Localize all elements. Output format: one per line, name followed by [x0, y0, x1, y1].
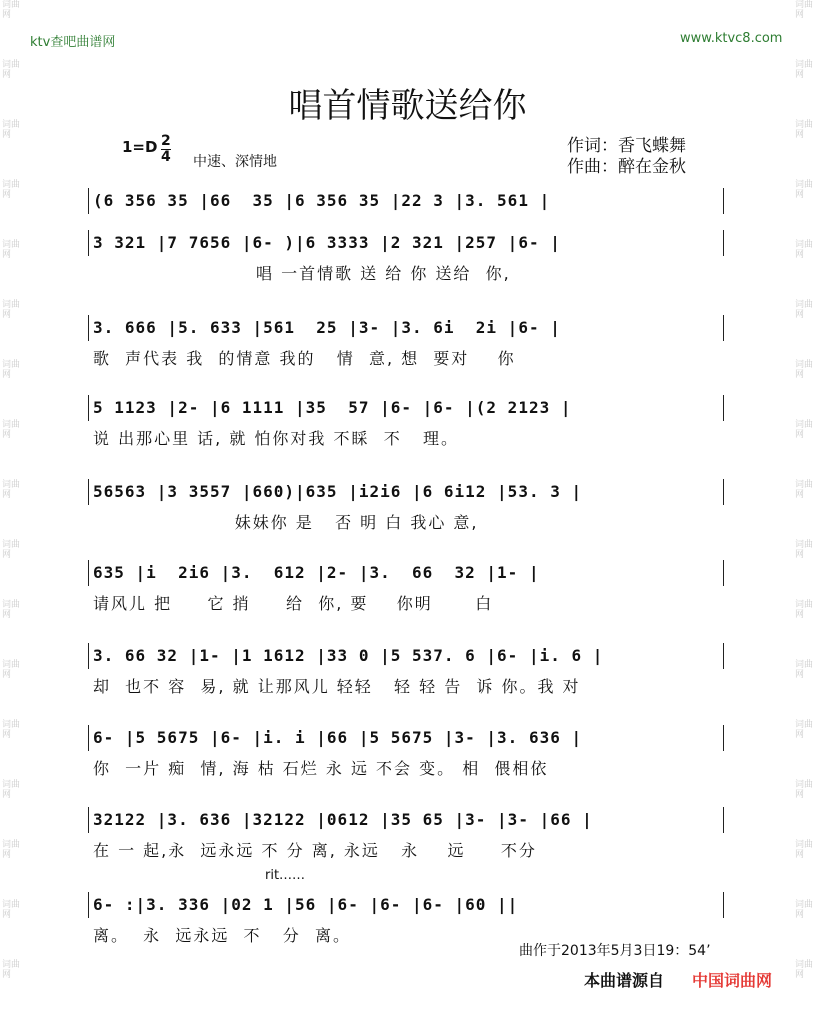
notation-line: 56563 |3 3557 |660)|635 |i2i6 |6 6i12 |53. 3 |	[93, 482, 583, 501]
watermark-text: 词曲网	[2, 240, 20, 260]
site-label: ktv查吧曲谱网	[30, 35, 116, 50]
watermark-text: 词曲网	[2, 840, 20, 860]
site-url[interactable]: www.ktvc8.com	[680, 31, 783, 46]
bar-line	[88, 807, 89, 833]
bar-line	[88, 560, 89, 586]
time-top: 2	[161, 133, 171, 149]
watermark-text: 词曲网	[2, 540, 20, 560]
watermark-text: 词曲网	[2, 900, 20, 920]
notation-line: 6- :|3. 336 |02 1 |56 |6- |6- |6- |60 ||	[93, 895, 519, 914]
lyrics-line: 说 出那心里 话, 就 怕你对我 不睬 不 理。	[93, 429, 459, 448]
watermark-text: 词曲网	[795, 960, 813, 980]
bar-line	[723, 892, 724, 918]
bar-line	[88, 315, 89, 341]
source-label: 本曲谱源自	[584, 971, 665, 990]
watermark-text: 词曲网	[795, 300, 813, 320]
watermark-text: 词曲网	[2, 720, 20, 740]
bar-line	[88, 230, 89, 256]
watermark-text: 词曲网	[2, 180, 20, 200]
watermark-text: 词曲网	[795, 0, 813, 20]
bar-line	[88, 479, 89, 505]
side-watermark-left	[2, 0, 20, 1018]
bar-line	[723, 807, 724, 833]
side-watermark-right	[795, 0, 813, 1018]
watermark-text: 词曲网	[2, 420, 20, 440]
notation-line: 32122 |3. 636 |32122 |0612 |35 65 |3- |3- |66 |	[93, 810, 593, 829]
bar-line	[723, 315, 724, 341]
bar-line	[88, 395, 89, 421]
notation-line: 3. 666 |5. 633 |561 25 |3- |3. 6i 2i |6- |	[93, 318, 561, 337]
lyrics-line: 在 一 起,永 远永远 不 分 离, 永远 永 远 不分	[93, 841, 537, 860]
watermark-text: 词曲网	[2, 480, 20, 500]
watermark-text: 词曲网	[795, 60, 813, 80]
watermark-text: 词曲网	[795, 600, 813, 620]
bar-line	[723, 479, 724, 505]
watermark-text: 词曲网	[2, 0, 20, 20]
watermark-text: 词曲网	[795, 720, 813, 740]
lyrics-line: 你 一片 痴 情, 海 枯 石烂 永 远 不会 变。 相 偎相依	[93, 759, 549, 778]
watermark-text: 词曲网	[2, 300, 20, 320]
lyrics-line: 请风儿 把 它 捎 给 你, 要 你明 白	[93, 594, 494, 613]
watermark-text: 词曲网	[2, 660, 20, 680]
bar-line	[723, 395, 724, 421]
notation-line: 3. 66 32 |1- |1 1612 |33 0 |5 537. 6 |6- |i. 6 |	[93, 646, 604, 665]
lyrics-line: 离。 永 远永远 不 分 离。	[93, 926, 351, 945]
watermark-text: 词曲网	[2, 120, 20, 140]
bar-line	[88, 725, 89, 751]
bar-line	[723, 725, 724, 751]
watermark-text: 词曲网	[795, 120, 813, 140]
composition-date: 曲作于2013年5月3日19：54’	[519, 943, 711, 959]
lyrics-line: 歌 声代表 我 的情意 我的 情 意, 想 要对 你	[93, 349, 516, 368]
lyricist: 作词：香飞蝶舞	[567, 136, 686, 156]
lyrics-line: 却 也不 容 易, 就 让那风儿 轻轻 轻 轻 告 诉 你。我 对	[93, 677, 581, 696]
watermark-text: 词曲网	[795, 540, 813, 560]
notation-line: (6 356 35 |66 35 |6 356 35 |22 3 |3. 561 |	[93, 191, 551, 210]
watermark-text: 词曲网	[795, 660, 813, 680]
watermark-text: 词曲网	[795, 840, 813, 860]
watermark-text: 词曲网	[795, 360, 813, 380]
bar-line	[723, 643, 724, 669]
time-bottom: 4	[161, 149, 171, 165]
source-site[interactable]: 中国词曲网	[692, 971, 773, 990]
bar-line	[723, 560, 724, 586]
notation-line: 5 1123 |2- |6 1111 |35 57 |6- |6- |(2 2123 |	[93, 398, 572, 417]
watermark-text: 词曲网	[2, 960, 20, 980]
watermark-text: 词曲网	[795, 420, 813, 440]
watermark-text: 词曲网	[795, 180, 813, 200]
notation-line: 6- |5 5675 |6- |i. i |66 |5 5675 |3- |3. 636 |	[93, 728, 583, 747]
notation-line: 635 |i 2i6 |3. 612 |2- |3. 66 32 |1- |	[93, 563, 540, 582]
lyrics-line: 唱 一首情歌 送 给 你 送给 你,	[93, 264, 511, 283]
watermark-text: 词曲网	[795, 780, 813, 800]
watermark-text: 词曲网	[795, 900, 813, 920]
key-signature: 1=D	[122, 138, 158, 156]
tempo-marking: 中速、深情地	[193, 154, 277, 170]
watermark-text: 词曲网	[2, 780, 20, 800]
bar-line	[723, 188, 724, 214]
composer: 作曲：醉在金秋	[567, 157, 686, 177]
watermark-text: 词曲网	[795, 240, 813, 260]
watermark-text: 词曲网	[795, 480, 813, 500]
watermark-text: 词曲网	[2, 60, 20, 80]
watermark-text: 词曲网	[2, 360, 20, 380]
ritardando-mark: rit……	[265, 868, 306, 883]
bar-line	[88, 188, 89, 214]
song-title: 唱首情歌送给你	[288, 86, 527, 126]
bar-line	[88, 643, 89, 669]
bar-line	[88, 892, 89, 918]
time-signature	[161, 134, 171, 165]
lyrics-line: 妹妹你 是 否 明 白 我心 意,	[93, 513, 479, 532]
watermark-text: 词曲网	[2, 600, 20, 620]
notation-line: 3 321 |7 7656 |6- )|6 3333 |2 321 |257 |6- |	[93, 233, 561, 252]
bar-line	[723, 230, 724, 256]
